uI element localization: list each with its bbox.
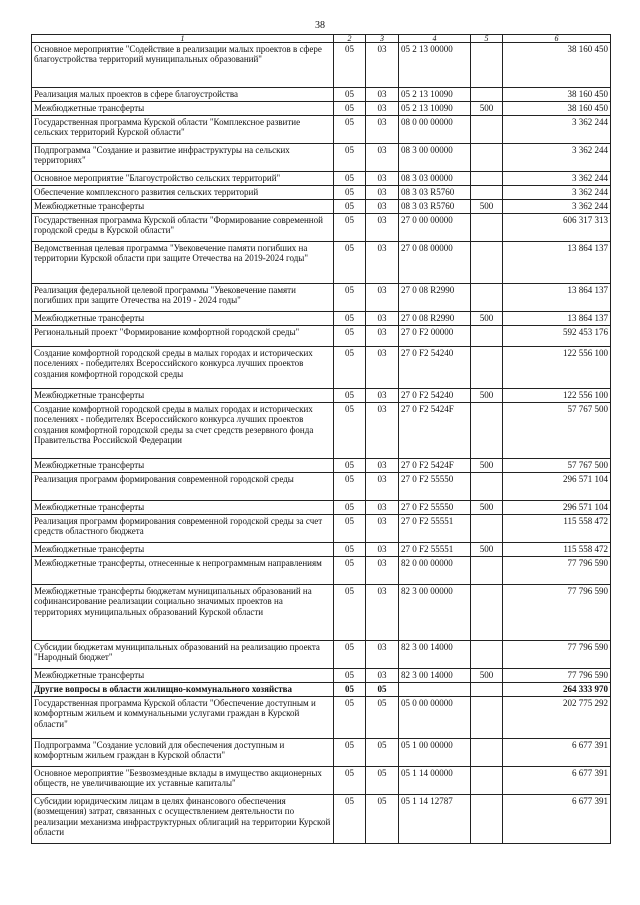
row-amount: 296 571 104 xyxy=(503,473,611,501)
row-name: Реализация программ формирования современной городской среды xyxy=(32,473,334,501)
row-target-code: 27 0 F2 5424F xyxy=(399,403,471,459)
row-target-code: 27 0 F2 00000 xyxy=(399,326,471,347)
row-expense-type: 500 xyxy=(471,501,503,515)
row-amount: 592 453 176 xyxy=(503,326,611,347)
row-amount: 3 362 244 xyxy=(503,116,611,144)
row-subsection: 03 xyxy=(366,214,399,242)
row-section: 05 xyxy=(334,473,366,501)
row-target-code: 05 1 00 00000 xyxy=(399,739,471,767)
row-subsection: 05 xyxy=(366,795,399,844)
table-row xyxy=(32,767,611,795)
column-header: 6 xyxy=(503,35,611,43)
table-row xyxy=(32,795,611,844)
table-row xyxy=(32,214,611,242)
row-expense-type xyxy=(471,186,503,200)
row-target-code xyxy=(399,683,471,697)
row-section: 05 xyxy=(334,585,366,641)
column-header: 2 xyxy=(334,35,366,43)
row-name: Межбюджетные трансферты xyxy=(32,389,334,403)
row-name: Региональный проект "Формирование комфортной городской среды" xyxy=(32,326,334,347)
row-section: 05 xyxy=(334,43,366,88)
row-expense-type xyxy=(471,172,503,186)
row-amount: 77 796 590 xyxy=(503,557,611,585)
row-expense-type xyxy=(471,347,503,389)
row-name: Создание комфортной городской среды в малых городах и исторических поселениях - победителях Всероссийского конкурса лучших проектов создания комфортной городской среды за счет средств резервного фонда Правительства Российской Федерации xyxy=(32,403,334,459)
row-subsection: 03 xyxy=(366,43,399,88)
row-expense-type xyxy=(471,557,503,585)
table-row xyxy=(32,116,611,144)
table-row xyxy=(32,501,611,515)
table-row xyxy=(32,102,611,116)
row-expense-type xyxy=(471,88,503,102)
row-amount: 606 317 313 xyxy=(503,214,611,242)
row-target-code: 08 3 03 R5760 xyxy=(399,200,471,214)
column-header: 5 xyxy=(471,35,503,43)
table-row xyxy=(32,284,611,312)
row-target-code: 08 3 03 R5760 xyxy=(399,186,471,200)
row-subsection: 05 xyxy=(366,739,399,767)
row-expense-type: 500 xyxy=(471,389,503,403)
row-name: Межбюджетные трансферты xyxy=(32,312,334,326)
row-subsection: 03 xyxy=(366,186,399,200)
row-subsection: 05 xyxy=(366,683,399,697)
row-section: 05 xyxy=(334,144,366,172)
row-section: 05 xyxy=(334,795,366,844)
table-row xyxy=(32,200,611,214)
row-target-code: 27 0 F2 54240 xyxy=(399,347,471,389)
row-section: 05 xyxy=(334,515,366,543)
row-name: Реализация малых проектов в сфере благоустройства xyxy=(32,88,334,102)
row-subsection: 03 xyxy=(366,473,399,501)
row-section: 05 xyxy=(334,697,366,739)
page-number: 38 xyxy=(315,20,325,31)
row-subsection: 03 xyxy=(366,347,399,389)
row-section: 05 xyxy=(334,683,366,697)
row-amount: 3 362 244 xyxy=(503,144,611,172)
row-section: 05 xyxy=(334,326,366,347)
row-expense-type: 500 xyxy=(471,102,503,116)
column-header: 1 xyxy=(32,35,334,43)
row-amount: 264 333 970 xyxy=(503,683,611,697)
row-expense-type xyxy=(471,641,503,669)
column-header: 4 xyxy=(399,35,471,43)
row-section: 05 xyxy=(334,312,366,326)
row-subsection: 03 xyxy=(366,585,399,641)
row-expense-type xyxy=(471,795,503,844)
row-expense-type xyxy=(471,403,503,459)
row-name: Реализация программ формирования современной городской среды за счет средств областного бюджета xyxy=(32,515,334,543)
row-section: 05 xyxy=(334,543,366,557)
row-subsection: 03 xyxy=(366,284,399,312)
row-section: 05 xyxy=(334,88,366,102)
row-subsection: 05 xyxy=(366,697,399,739)
row-target-code: 08 3 00 00000 xyxy=(399,144,471,172)
table-row xyxy=(32,697,611,739)
row-target-code: 05 2 13 10090 xyxy=(399,102,471,116)
table-row xyxy=(32,459,611,473)
table-row xyxy=(32,88,611,102)
row-amount: 3 362 244 xyxy=(503,200,611,214)
row-amount: 296 571 104 xyxy=(503,501,611,515)
row-amount: 6 677 391 xyxy=(503,767,611,795)
row-amount: 38 160 450 xyxy=(503,43,611,88)
row-expense-type: 500 xyxy=(471,200,503,214)
row-expense-type: 500 xyxy=(471,669,503,683)
row-target-code: 27 0 F2 55550 xyxy=(399,501,471,515)
table-row xyxy=(32,347,611,389)
row-amount: 13 864 137 xyxy=(503,284,611,312)
row-subsection: 03 xyxy=(366,669,399,683)
row-expense-type xyxy=(471,43,503,88)
row-target-code: 05 0 00 00000 xyxy=(399,697,471,739)
table-row xyxy=(32,473,611,501)
row-name: Государственная программа Курской области "Формирование современной городской среды в Курской области" xyxy=(32,214,334,242)
row-target-code: 05 2 13 00000 xyxy=(399,43,471,88)
row-expense-type xyxy=(471,473,503,501)
row-expense-type: 500 xyxy=(471,459,503,473)
row-name: Ведомственная целевая программа "Увековечение памяти погибших на территории Курской области при защите Отечества на 2019-2024 годы" xyxy=(32,242,334,284)
table-row xyxy=(32,326,611,347)
row-amount: 57 767 500 xyxy=(503,459,611,473)
row-target-code: 08 3 03 00000 xyxy=(399,172,471,186)
row-section: 05 xyxy=(334,389,366,403)
row-amount: 13 864 137 xyxy=(503,242,611,284)
row-subsection: 03 xyxy=(366,144,399,172)
table-row xyxy=(32,43,611,88)
row-subsection: 03 xyxy=(366,501,399,515)
row-target-code: 27 0 F2 55551 xyxy=(399,543,471,557)
row-expense-type xyxy=(471,515,503,543)
row-amount: 57 767 500 xyxy=(503,403,611,459)
row-section: 05 xyxy=(334,767,366,795)
row-expense-type xyxy=(471,242,503,284)
row-target-code: 27 0 08 R2990 xyxy=(399,284,471,312)
row-subsection: 03 xyxy=(366,312,399,326)
row-name: Субсидии бюджетам муниципальных образований на реализацию проекта "Народный бюджет" xyxy=(32,641,334,669)
table-row xyxy=(32,172,611,186)
table-row xyxy=(32,144,611,172)
row-target-code: 27 0 F2 55550 xyxy=(399,473,471,501)
table-row xyxy=(32,739,611,767)
row-section: 05 xyxy=(334,172,366,186)
row-name: Основное мероприятие "Содействие в реализации малых проектов в сфере благоустройства территорий муниципальных образований" xyxy=(32,43,334,88)
row-section: 05 xyxy=(334,557,366,585)
row-amount: 3 362 244 xyxy=(503,172,611,186)
row-subsection: 03 xyxy=(366,641,399,669)
row-section: 05 xyxy=(334,403,366,459)
row-section: 05 xyxy=(334,459,366,473)
row-target-code: 05 1 14 12787 xyxy=(399,795,471,844)
row-target-code: 27 0 08 R2990 xyxy=(399,312,471,326)
row-target-code: 27 0 F2 5424F xyxy=(399,459,471,473)
row-amount: 38 160 450 xyxy=(503,102,611,116)
budget-table xyxy=(31,34,611,844)
row-amount: 202 775 292 xyxy=(503,697,611,739)
row-amount: 6 677 391 xyxy=(503,795,611,844)
row-name: Подпрограмма "Создание и развитие инфраструктуры на сельских территориях" xyxy=(32,144,334,172)
row-amount: 6 677 391 xyxy=(503,739,611,767)
row-name: Государственная программа Курской области "Обеспечение доступным и комфортным жильем и коммунальными услугами граждан в Курской области" xyxy=(32,697,334,739)
row-name: Межбюджетные трансферты xyxy=(32,200,334,214)
row-name: Межбюджетные трансферты, отнесенные к непрограммным направлениям xyxy=(32,557,334,585)
row-target-code: 27 0 F2 55551 xyxy=(399,515,471,543)
row-name: Другие вопросы в области жилищно-коммунального хозяйства xyxy=(32,683,334,697)
row-name: Межбюджетные трансферты xyxy=(32,669,334,683)
row-expense-type xyxy=(471,767,503,795)
row-amount: 115 558 472 xyxy=(503,515,611,543)
row-subsection: 03 xyxy=(366,403,399,459)
row-section: 05 xyxy=(334,200,366,214)
row-subsection: 03 xyxy=(366,242,399,284)
row-section: 05 xyxy=(334,669,366,683)
row-section: 05 xyxy=(334,501,366,515)
row-target-code: 05 1 14 00000 xyxy=(399,767,471,795)
row-amount: 77 796 590 xyxy=(503,641,611,669)
row-expense-type xyxy=(471,214,503,242)
row-expense-type xyxy=(471,739,503,767)
row-amount: 13 864 137 xyxy=(503,312,611,326)
row-name: Межбюджетные трансферты бюджетам муниципальных образований на софинансирование реализации социально значимых проектов на территориях муниципальных образований Курской области xyxy=(32,585,334,641)
row-amount: 122 556 100 xyxy=(503,389,611,403)
row-target-code: 27 0 00 00000 xyxy=(399,214,471,242)
row-name: Создание комфортной городской среды в малых городах и исторических поселениях - победителях Всероссийского конкурса лучших проектов создания комфортной городской среды xyxy=(32,347,334,389)
row-target-code: 82 3 00 14000 xyxy=(399,641,471,669)
row-section: 05 xyxy=(334,739,366,767)
row-target-code: 08 0 00 00000 xyxy=(399,116,471,144)
row-name: Межбюджетные трансферты xyxy=(32,543,334,557)
row-expense-type xyxy=(471,683,503,697)
table-row xyxy=(32,312,611,326)
row-subsection: 03 xyxy=(366,102,399,116)
row-subsection: 03 xyxy=(366,543,399,557)
row-section: 05 xyxy=(334,116,366,144)
row-name: Обеспечение комплексного развития сельских территорий xyxy=(32,186,334,200)
row-target-code: 82 3 00 00000 xyxy=(399,585,471,641)
row-subsection: 03 xyxy=(366,557,399,585)
row-subsection: 03 xyxy=(366,459,399,473)
row-amount: 122 556 100 xyxy=(503,347,611,389)
row-expense-type: 500 xyxy=(471,543,503,557)
row-subsection: 03 xyxy=(366,172,399,186)
row-target-code: 82 3 00 14000 xyxy=(399,669,471,683)
row-name: Межбюджетные трансферты xyxy=(32,102,334,116)
row-amount: 3 362 244 xyxy=(503,186,611,200)
table-row xyxy=(32,669,611,683)
table-row xyxy=(32,557,611,585)
table-row xyxy=(32,186,611,200)
row-section: 05 xyxy=(334,242,366,284)
row-expense-type xyxy=(471,326,503,347)
row-name: Межбюджетные трансферты xyxy=(32,459,334,473)
row-subsection: 05 xyxy=(366,767,399,795)
row-expense-type xyxy=(471,697,503,739)
row-target-code: 27 0 08 00000 xyxy=(399,242,471,284)
table-row xyxy=(32,585,611,641)
row-amount: 77 796 590 xyxy=(503,585,611,641)
row-amount: 115 558 472 xyxy=(503,543,611,557)
row-expense-type xyxy=(471,144,503,172)
table-row xyxy=(32,515,611,543)
column-header: 3 xyxy=(366,35,399,43)
table-row xyxy=(32,389,611,403)
row-expense-type xyxy=(471,116,503,144)
row-target-code: 05 2 13 10090 xyxy=(399,88,471,102)
row-section: 05 xyxy=(334,102,366,116)
row-section: 05 xyxy=(334,641,366,669)
row-name: Реализация федеральной целевой программы "Увековечение памяти погибших при защите Отечества на 2019 - 2024 годы" xyxy=(32,284,334,312)
row-section: 05 xyxy=(334,214,366,242)
table-row xyxy=(32,242,611,284)
row-expense-type xyxy=(471,284,503,312)
row-subsection: 03 xyxy=(366,515,399,543)
row-name: Субсидии юридическим лицам в целях финансового обеспечения (возмещения) затрат, связанных с осуществлением деятельности по реализации механизма инфраструктурных облигаций на территории Курской области xyxy=(32,795,334,844)
row-subsection: 03 xyxy=(366,326,399,347)
row-section: 05 xyxy=(334,347,366,389)
row-amount: 38 160 450 xyxy=(503,88,611,102)
table-row xyxy=(32,683,611,697)
table-row xyxy=(32,403,611,459)
row-amount: 77 796 590 xyxy=(503,669,611,683)
row-section: 05 xyxy=(334,284,366,312)
row-target-code: 82 0 00 00000 xyxy=(399,557,471,585)
row-subsection: 03 xyxy=(366,116,399,144)
row-name: Основное мероприятие "Благоустройство сельских территорий" xyxy=(32,172,334,186)
row-section: 05 xyxy=(334,186,366,200)
row-expense-type: 500 xyxy=(471,312,503,326)
column-number-row xyxy=(32,35,611,43)
row-subsection: 03 xyxy=(366,389,399,403)
row-name: Подпрограмма "Создание условий для обеспечения доступным и комфортным жильем граждан в Курской области" xyxy=(32,739,334,767)
row-name: Основное мероприятие "Безвозмездные вклады в имущество акционерных обществ, не увеличивающие их уставные капиталы" xyxy=(32,767,334,795)
row-target-code: 27 0 F2 54240 xyxy=(399,389,471,403)
table-row xyxy=(32,641,611,669)
table-row xyxy=(32,543,611,557)
row-subsection: 03 xyxy=(366,200,399,214)
row-expense-type xyxy=(471,585,503,641)
row-name: Государственная программа Курской области "Комплексное развитие сельских территорий Курской области" xyxy=(32,116,334,144)
row-name: Межбюджетные трансферты xyxy=(32,501,334,515)
row-subsection: 03 xyxy=(366,88,399,102)
